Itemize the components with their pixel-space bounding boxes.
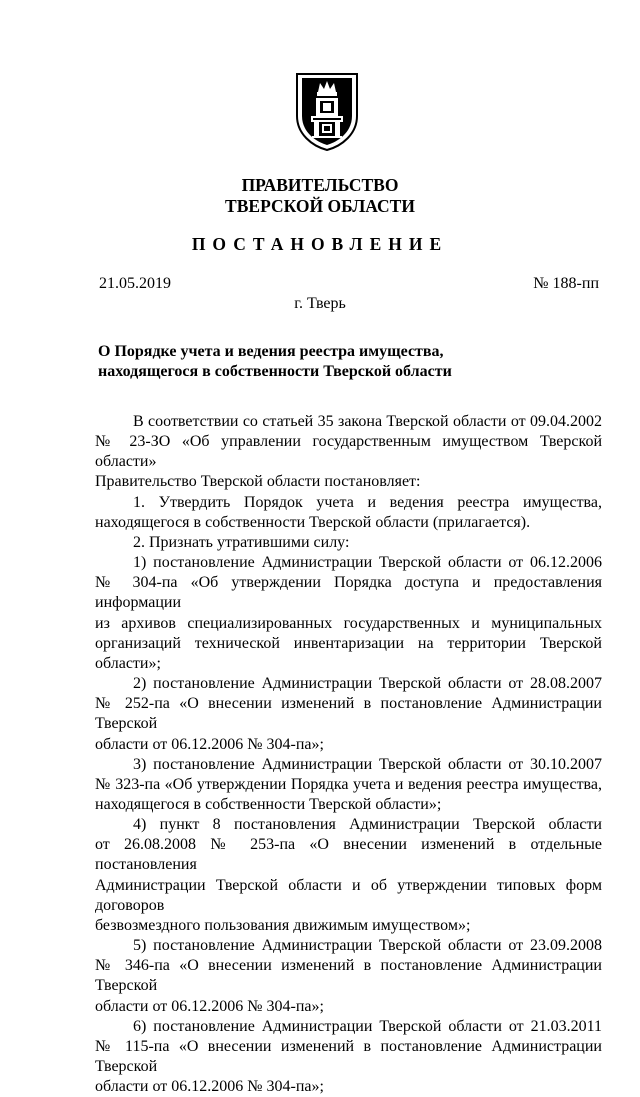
intro-line: № 23-ЗО «Об управлении государственным имуществом Тверской области» [95,433,602,471]
list-item-2-line: области от 06.12.2006 № 304-па»; [95,735,324,753]
paragraph-2: 2. Признать утратившими силу: [133,533,350,551]
document-subject [98,342,452,382]
list-item-1-line: из архивов специализированных государственных и муниципальных [95,614,602,632]
document-type: ПОСТАНОВЛЕНИЕ [191,234,449,254]
list-item-4-line: безвозмездного пользования движимым имуществом»; [95,916,471,934]
paragraph-1-line: 1. Утвердить Порядок учета и ведения реестра имущества, [133,493,602,511]
list-item-1-line: № 304-па «Об утверждении Порядка доступа и предоставления информации [95,574,602,612]
coat-of-arms-icon [294,72,360,152]
list-item-4-line: 4) пункт 8 постановления Администрации Тверской области [133,816,602,834]
list-item-6-line: 6) постановление Администрации Тверской области от 21.03.2011 [133,1017,602,1035]
list-item-1-line: организаций технической инвентаризации на территории Тверской области»; [95,634,602,672]
document-date: 21.05.2019 [99,275,171,292]
document-city: г. Тверь [294,295,346,312]
intro-line: Правительство Тверской области постановляет: [95,473,421,491]
list-item-2-line: 2) постановление Администрации Тверской области от 28.08.2007 [133,675,602,693]
subject-line2: находящегося в собственности Тверской области [98,363,452,380]
list-item-3-line: 3) постановление Администрации Тверской области от 30.10.2007 [133,755,602,773]
list-item-6-line: № 115-па «О внесении изменений в постановление Администрации Тверской [95,1037,602,1075]
list-item-4-line: Администрации Тверской области и об утверждении типовых форм договоров [95,876,602,914]
government-title-line2: ТВЕРСКОЙ ОБЛАСТИ [225,196,415,216]
paragraph-1-line: находящегося в собственности Тверской области (прилагается). [95,513,531,531]
list-item-5-line: области от 06.12.2006 № 304-па»; [95,997,324,1015]
subject-line1: О Порядке учета и ведения реестра имущества, [98,343,444,360]
document-number: № 188-пп [533,275,599,292]
list-item-6-line: области от 06.12.2006 № 304-па»; [95,1078,324,1096]
list-item-3-line: находящегося в собственности Тверской области»; [95,795,442,813]
list-item-2-line: № 252-па «О внесении изменений в постановление Администрации Тверской [95,695,602,733]
government-title-line1: ПРАВИТЕЛЬСТВО [241,175,399,195]
list-item-1-line: 1) постановление Администрации Тверской области от 06.12.2006 [133,554,602,572]
list-item-3-line: № 323-па «Об утверждении Порядка учета и ведения реестра имущества, [95,775,602,793]
list-item-4-line: от 26.08.2008 № 253-па «О внесении изменений в отдельные постановления [95,836,602,874]
list-item-5-line: 5) постановление Администрации Тверской области от 23.09.2008 [133,937,602,955]
list-item-5-line: № 346-па «О внесении изменений в постановление Администрации Тверской [95,957,602,995]
document-body [95,412,602,1097]
intro-line: В соответствии со статьей 35 закона Тверской области от 09.04.2002 [133,413,602,430]
